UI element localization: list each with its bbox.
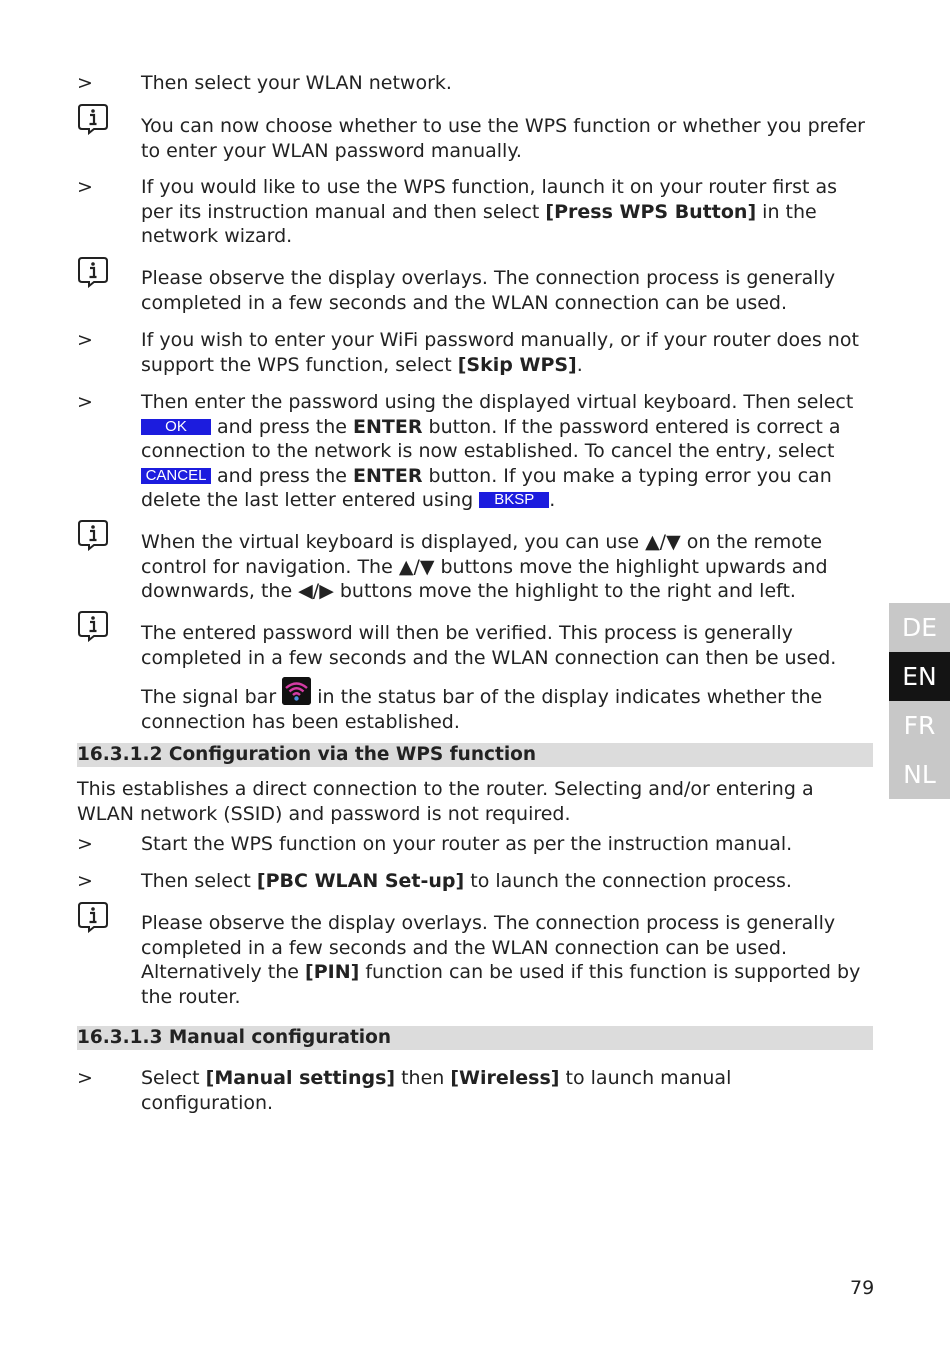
step-marker: > [77,391,93,413]
info-icon [77,103,107,133]
step-marker: > [77,329,93,351]
page-number: 79 [850,1277,875,1299]
info-text: When the virtual keyboard is displayed, you can use ▲/▼ on the remote control for navigation. The ▲/▼ buttons move the highlight upwards and downwards, the ◀/▶ buttons move the highlight to the right and left. [141,531,828,602]
step-text: Then select your WLAN network. [141,72,452,94]
step-marker: > [77,833,93,855]
language-tab-fr[interactable]: FR [889,701,950,750]
wifi-signal-icon [282,677,311,705]
step-marker: > [77,1067,93,1089]
info-text: The entered password will then be verified. This process is generally completed in a few seconds and the WLAN connection can then be used. [141,622,837,669]
info-icon [77,519,107,549]
ok-key-button: OK [141,419,211,435]
language-tab-nl[interactable]: NL [889,750,950,799]
step-text: If you would like to use the WPS function, launch it on your router first as per its instruction manual and then select [Press WPS Button] in the network wizard. [141,176,838,247]
cancel-key-button: CANCEL [141,468,211,484]
bksp-key-button: BKSP [479,492,549,508]
intro-text: This establishes a direct connection to the router. Selecting and/or entering a WLAN network (SSID) and password is not required. [77,778,814,825]
language-tab-de[interactable]: DE [889,603,950,652]
info-icon [77,256,107,286]
step-marker: > [77,176,93,198]
step-text: If you wish to enter your WiFi password manually, or if your router does not support the WPS function, select [Skip WPS]. [141,329,859,376]
step-text: Then select [PBC WLAN Set-up] to launch the connection process. [141,870,792,892]
language-tab-en[interactable]: EN [889,652,950,701]
info-icon [77,610,107,640]
step-marker: > [77,72,93,94]
step-marker: > [77,870,93,892]
section-heading: 16.3.1.2 Configuration via the WPS function [77,743,873,767]
info-text-signal: The signal bar in the status bar of the display indicates whether the connection has been established. [141,677,869,734]
info-text: Please observe the display overlays. The connection process is generally completed in a few seconds and the WLAN connection can be used. Alternatively the [PIN] function can be used if this function is supported by the router. [141,912,861,1008]
info-text: You can now choose whether to use the WPS function or whether you prefer to enter your WLAN password manually. [141,115,865,162]
step-text: Select [Manual settings] then [Wireless] to launch manual configuration. [141,1067,732,1114]
step-text: Start the WPS function on your router as per the instruction manual. [141,833,793,855]
info-text: Please observe the display overlays. The connection process is generally completed in a few seconds and the WLAN connection can be used. [141,267,836,314]
info-icon [77,901,107,931]
language-tabs [889,603,950,799]
section-heading: 16.3.1.3 Manual configuration [77,1026,873,1050]
step-text: Then enter the password using the displayed virtual keyboard. Then select OK and press the ENTER button. If the password entered is correct a connection to the network is now established. To cancel the entry, select CANCEL and press the ENTER button. If you make a typing error you can delete the last letter entered using BKSP . [141,391,854,511]
